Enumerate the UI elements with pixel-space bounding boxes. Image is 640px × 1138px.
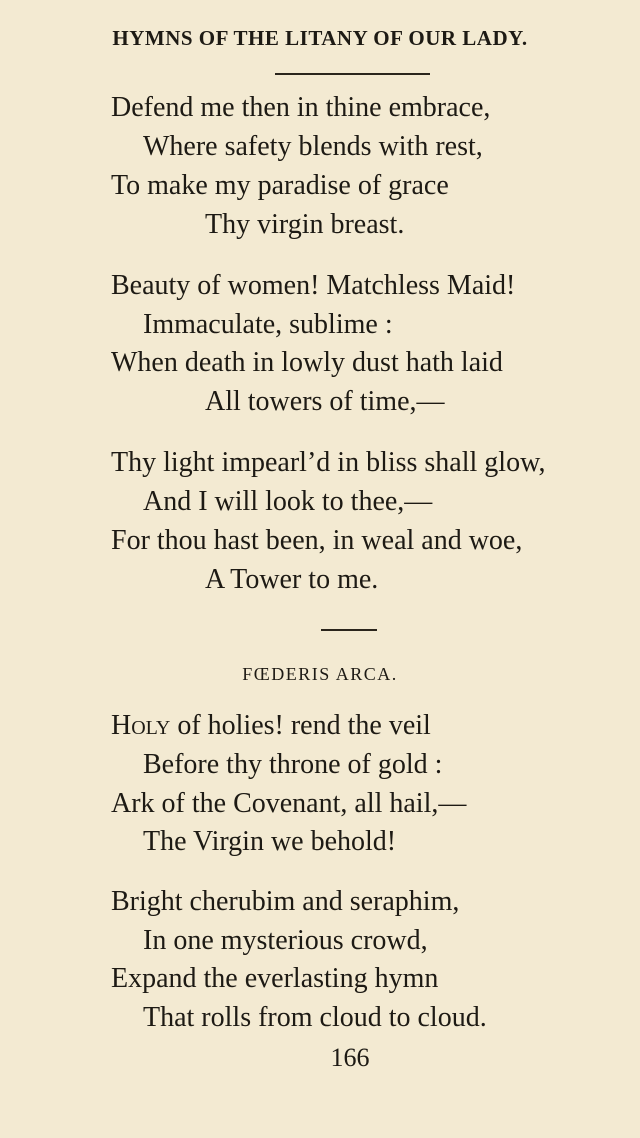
poem-line: Immaculate, sublime : (143, 309, 393, 340)
poem-line: Bright cherubim and seraphim, (111, 886, 460, 917)
poem-line: When death in lowly dust hath laid (111, 347, 503, 378)
poem-line: And I will look to thee,— (143, 486, 433, 517)
running-head: HYMNS OF THE LITANY OF OUR LADY. (112, 26, 528, 50)
poem-line: Ark of the Covenant, all hail,— (111, 788, 467, 819)
poem-line: In one mysterious crowd, (143, 925, 428, 956)
poem-line: To make my paradise of grace (111, 170, 449, 201)
header-rule (275, 73, 430, 75)
poem-line: Where safety blends with rest, (143, 131, 483, 162)
first-line-rest: of holies! rend the veil (170, 710, 431, 741)
poem-line: Expand the everlasting hymn (111, 963, 439, 994)
poem-line: Before thy throne of gold : (143, 749, 443, 780)
poem-line: The Virgin we behold! (143, 826, 397, 857)
poem-line: Defend me then in thine embrace, (111, 92, 491, 123)
poem-line: Beauty of women! Matchless Maid! (111, 270, 516, 301)
page-number: 166 (330, 1043, 370, 1072)
poem-line: All towers of time,— (205, 386, 445, 417)
poem-line: Thy light impearl’d in bliss shall glow, (111, 447, 546, 478)
opening-word: Holy (111, 710, 171, 741)
section-divider (321, 629, 377, 631)
poem-line-first (111, 710, 431, 742)
section-title: FŒDERIS ARCA. (242, 664, 398, 684)
poem-line: For thou hast been, in weal and woe, (111, 525, 523, 556)
poem-line: Thy virgin breast. (205, 209, 405, 240)
poem-line: A Tower to me. (205, 564, 379, 595)
poem-line: That rolls from cloud to cloud. (143, 1002, 487, 1033)
